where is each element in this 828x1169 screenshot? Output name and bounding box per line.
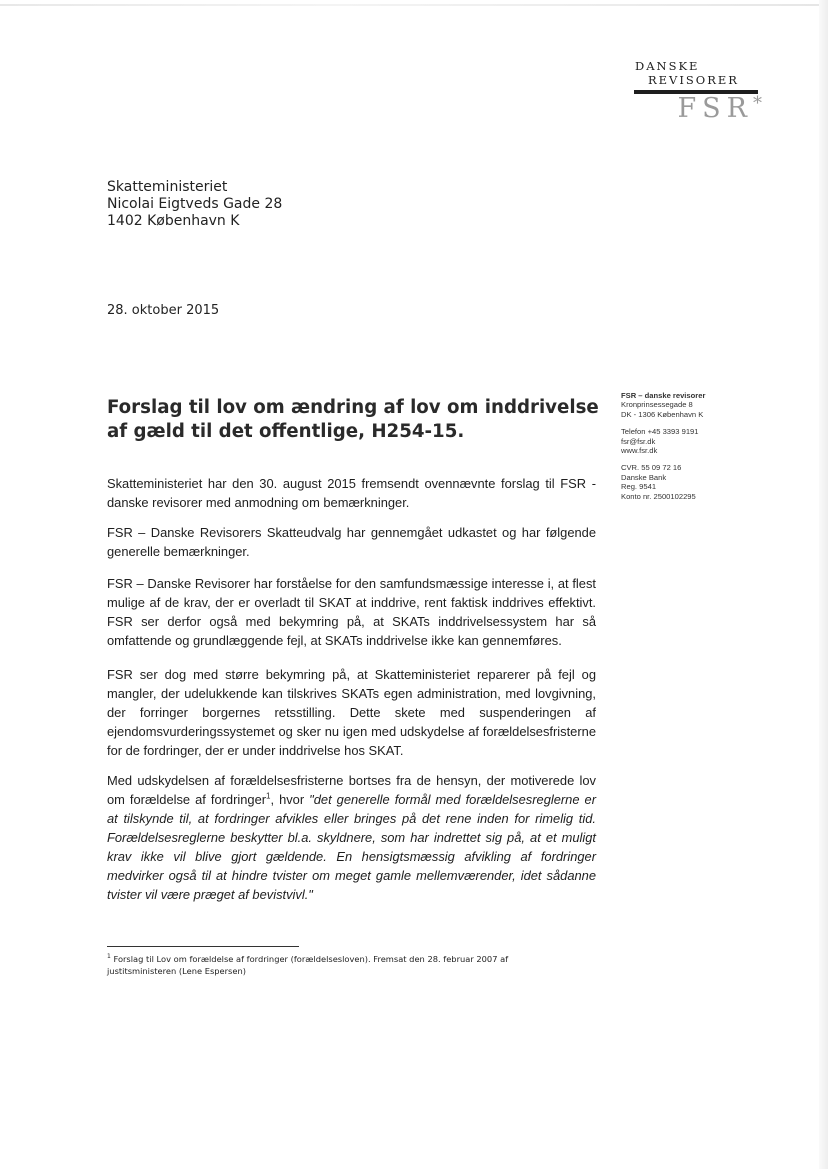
recipient-street: Nicolai Eigtveds Gade 28 (107, 196, 283, 212)
footnote-divider (107, 946, 299, 947)
logo-line-revisorer: REVISORER (648, 73, 739, 87)
paragraph-intro: Skatteministeriet har den 30. august 2015 fremsendt ovennævnte forslag til FSR - danske revisorer med anmodning om bemærkninger. (107, 476, 596, 510)
sender-contact-block (621, 427, 771, 455)
paragraph-understanding: FSR – Danske Revisorer har forståelse for den samfundsmæssige interesse i, at flest mulige af de krav, der er overladt til SKAT at inddrive, rent faktisk inddrives effektivt. FSR ser derfor også med bekymring på, at SKATs inddrivelsessystem har så omfattende og grundlæggende fejl, at SKATs inddrivelse ikke kan gennemføres. (107, 576, 596, 648)
recipient-address (107, 179, 282, 230)
recipient-name: Skatteministeriet (107, 179, 228, 195)
sender-cvr: CVR. 55 09 72 16 (621, 463, 682, 473)
paragraph-concern: FSR ser dog med større bekymring på, at Skatteministeriet reparerer på fejl og mangler, der udelukkende kan tilskrives SKATs egen administration, med lovgivning, der forringer borgernes retsstilling. Dette skete med suspenderingen af ejendomsvurderingssystemet og sker nu igen med udskydelse af forældelsesfristerne for de fordringer, der er under inddrivelse hos SKAT. (107, 667, 596, 758)
sender-city: DK - 1306 København K (621, 409, 704, 419)
sender-details (621, 391, 771, 509)
footnote-number: 1 (107, 953, 111, 961)
sender-bank-block (621, 463, 771, 501)
recipient-city: 1402 København K (107, 213, 240, 229)
letter-title: Forslag til lov om ændring af lov om inddrivelse af gæld til det offentlige, H254-15. (107, 397, 599, 442)
sender-bank: Danske Bank (621, 472, 667, 482)
sender-account: Konto nr. 2500102295 (621, 491, 696, 501)
footnote-reference: 1 (266, 791, 271, 801)
fsr-logo (634, 59, 762, 124)
logo-mark (677, 93, 762, 124)
footnote (107, 954, 577, 977)
logo-mark-text: FSR (677, 93, 753, 124)
paragraph-limitation-intro: Med udskydelsen af forældelsesfristerne bortses fra de hensyn, der motiverede lov om forældelse af fordringer (107, 773, 596, 807)
scan-edge-right (819, 0, 828, 1169)
sender-address-block (621, 391, 771, 419)
scan-edge-top (0, 4, 828, 6)
sender-web: www.fsr.dk (621, 446, 658, 456)
paragraph-committee: FSR – Danske Revisorers Skatteudvalg har gennemgået udkastet og har følgende generelle bemærkninger. (107, 525, 596, 559)
sender-org: FSR – danske revisorer (621, 391, 706, 400)
letter-date: 28. oktober 2015 (107, 303, 220, 318)
paragraph-limitation-quote: "det generelle formål med forældelsesreglerne er at tilskynde til, at fordringer afvikles eller bringes på det rene inden for rimelig tid. Forældelsesreglerne beskytter bl.a. skyldnere, som har indrettet sig på, at et muligt krav ikke vil blive gjort gældende. En hensigtsmæssig afvikling af fordringer medvirker også til at hindre tvister om meget gamle mellemværender, idet sådanne tvister vil være præget af bevistvivl." (107, 792, 596, 902)
sender-reg: Reg. 9541 (621, 482, 657, 492)
paragraph-limitation (107, 771, 596, 904)
logo-line-danske: DANSKE (635, 59, 700, 73)
sender-phone: Telefon +45 3393 9191 (621, 427, 699, 437)
footnote-text: Forslag til Lov om forældelse af fordringer (forældelsesloven). Fremsat den 28. februar 2007 af justitsministeren (Lene Espersen) (107, 954, 509, 976)
sender-street: Kronprinsessegade 8 (621, 400, 693, 410)
logo-star-icon: * (753, 93, 762, 114)
paragraph-limitation-mid: , hvor (270, 792, 310, 807)
sender-email: fsr@fsr.dk (621, 436, 656, 446)
